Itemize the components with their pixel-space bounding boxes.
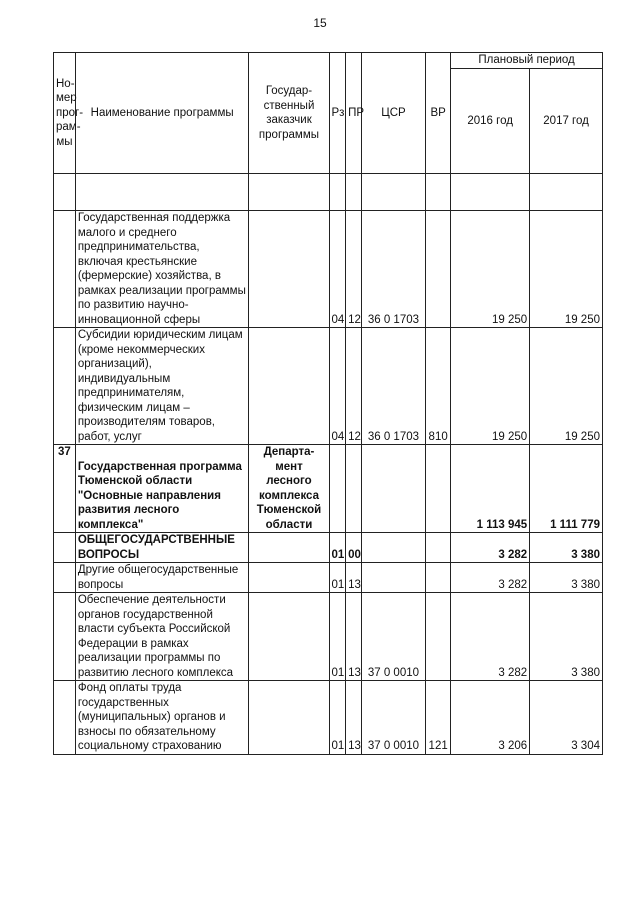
cell-number: 37 bbox=[54, 445, 76, 533]
cell-2017: 1 111 779 bbox=[530, 445, 603, 533]
header-rz: Рз bbox=[329, 53, 346, 174]
cell-number bbox=[54, 328, 76, 445]
cell-2016: 3 206 bbox=[451, 681, 530, 755]
cell-vr: 810 bbox=[426, 328, 451, 445]
cell-2016: 1 113 945 bbox=[451, 445, 530, 533]
cell-number bbox=[54, 593, 76, 681]
table-row bbox=[54, 593, 603, 681]
blank-row bbox=[54, 174, 603, 211]
cell-2016: 3 282 bbox=[451, 593, 530, 681]
cell-vr bbox=[426, 445, 451, 533]
cell-csr: 36 0 1703 bbox=[361, 211, 425, 328]
cell-pr: 12 bbox=[346, 328, 362, 445]
cell-csr bbox=[361, 445, 425, 533]
budget-table bbox=[53, 52, 603, 755]
cell-rz bbox=[329, 445, 346, 533]
cell-vr bbox=[426, 593, 451, 681]
header-customer: Государ- ственный заказчик программы bbox=[249, 53, 329, 174]
table-row bbox=[54, 328, 603, 445]
cell-2016: 3 282 bbox=[451, 533, 530, 563]
cell-pr: 12 bbox=[346, 211, 362, 328]
table-row-program bbox=[54, 445, 603, 533]
cell-program-name: Другие общегосударственные вопросы bbox=[75, 563, 249, 593]
cell-vr: 121 bbox=[426, 681, 451, 755]
cell-customer bbox=[249, 211, 329, 328]
cell-program-name: Государственная поддержка малого и среднего предпринимательства, включая крестьянские (фермерские) хозяйства, в рамках реализации программы по развитию научно-инновационной сферы bbox=[75, 211, 249, 328]
cell-vr bbox=[426, 563, 451, 593]
header-planning-period: Плановый период bbox=[451, 53, 603, 69]
cell-number bbox=[54, 211, 76, 328]
cell-program-name: Фонд оплаты труда государственных (муниципальных) органов и взносы по обязательному социальному страхованию bbox=[75, 681, 249, 755]
cell-2016: 19 250 bbox=[451, 328, 530, 445]
cell-csr: 36 0 1703 bbox=[361, 328, 425, 445]
header-vr: ВР bbox=[426, 53, 451, 174]
header-pr: ПР bbox=[346, 53, 362, 174]
cell-customer bbox=[249, 533, 329, 563]
cell-2016: 19 250 bbox=[451, 211, 530, 328]
cell-number bbox=[54, 563, 76, 593]
cell-2017: 19 250 bbox=[530, 328, 603, 445]
cell-2017: 19 250 bbox=[530, 211, 603, 328]
cell-csr: 37 0 0010 bbox=[361, 681, 425, 755]
cell-2017: 3 304 bbox=[530, 681, 603, 755]
cell-rz: 01 bbox=[329, 681, 346, 755]
cell-customer bbox=[249, 328, 329, 445]
cell-rz: 04 bbox=[329, 328, 346, 445]
header-year-2017: 2017 год bbox=[530, 69, 603, 174]
cell-2017: 3 380 bbox=[530, 563, 603, 593]
header-program-number: Но- мер прог- рам- мы bbox=[54, 53, 76, 174]
page-number: 15 bbox=[313, 16, 327, 30]
cell-rz: 01 bbox=[329, 593, 346, 681]
header-year-2016: 2016 год bbox=[451, 69, 530, 174]
table-row bbox=[54, 211, 603, 328]
cell-customer: Департа-мент лесного комплекса Тюменской области bbox=[249, 445, 329, 533]
cell-program-name: Субсидии юридическим лицам (кроме некоммерческих организаций), индивидуальным предпринимателям, физическим лицам – производителям товаров, работ, услуг bbox=[75, 328, 249, 445]
cell-vr bbox=[426, 533, 451, 563]
header-csr: ЦСР bbox=[361, 53, 425, 174]
cell-rz: 01 bbox=[329, 563, 346, 593]
cell-program-name: Обеспечение деятельности органов государственной власти субъекта Российской Федерации в рамках реализации программы по развитию лесного комплекса bbox=[75, 593, 249, 681]
cell-rz: 01 bbox=[329, 533, 346, 563]
cell-2016: 3 282 bbox=[451, 563, 530, 593]
cell-pr: 00 bbox=[346, 533, 362, 563]
table-row-section bbox=[54, 533, 603, 563]
table-row bbox=[54, 563, 603, 593]
cell-customer bbox=[249, 593, 329, 681]
table-row bbox=[54, 681, 603, 755]
cell-customer bbox=[249, 563, 329, 593]
cell-program-name: Государственная программа Тюменской области "Основные направления развития лесного комплекса" bbox=[75, 445, 249, 533]
cell-csr bbox=[361, 533, 425, 563]
cell-csr bbox=[361, 563, 425, 593]
cell-2017: 3 380 bbox=[530, 533, 603, 563]
cell-program-name: ОБЩЕГОСУДАРСТВЕННЫЕ ВОПРОСЫ bbox=[75, 533, 249, 563]
cell-vr bbox=[426, 211, 451, 328]
header-program-name: Наименование программы bbox=[75, 53, 249, 174]
cell-csr: 37 0 0010 bbox=[361, 593, 425, 681]
cell-number bbox=[54, 681, 76, 755]
cell-pr: 13 bbox=[346, 681, 362, 755]
cell-pr bbox=[346, 445, 362, 533]
cell-pr: 13 bbox=[346, 593, 362, 681]
cell-customer bbox=[249, 681, 329, 755]
cell-2017: 3 380 bbox=[530, 593, 603, 681]
cell-number bbox=[54, 533, 76, 563]
cell-rz: 04 bbox=[329, 211, 346, 328]
cell-pr: 13 bbox=[346, 563, 362, 593]
